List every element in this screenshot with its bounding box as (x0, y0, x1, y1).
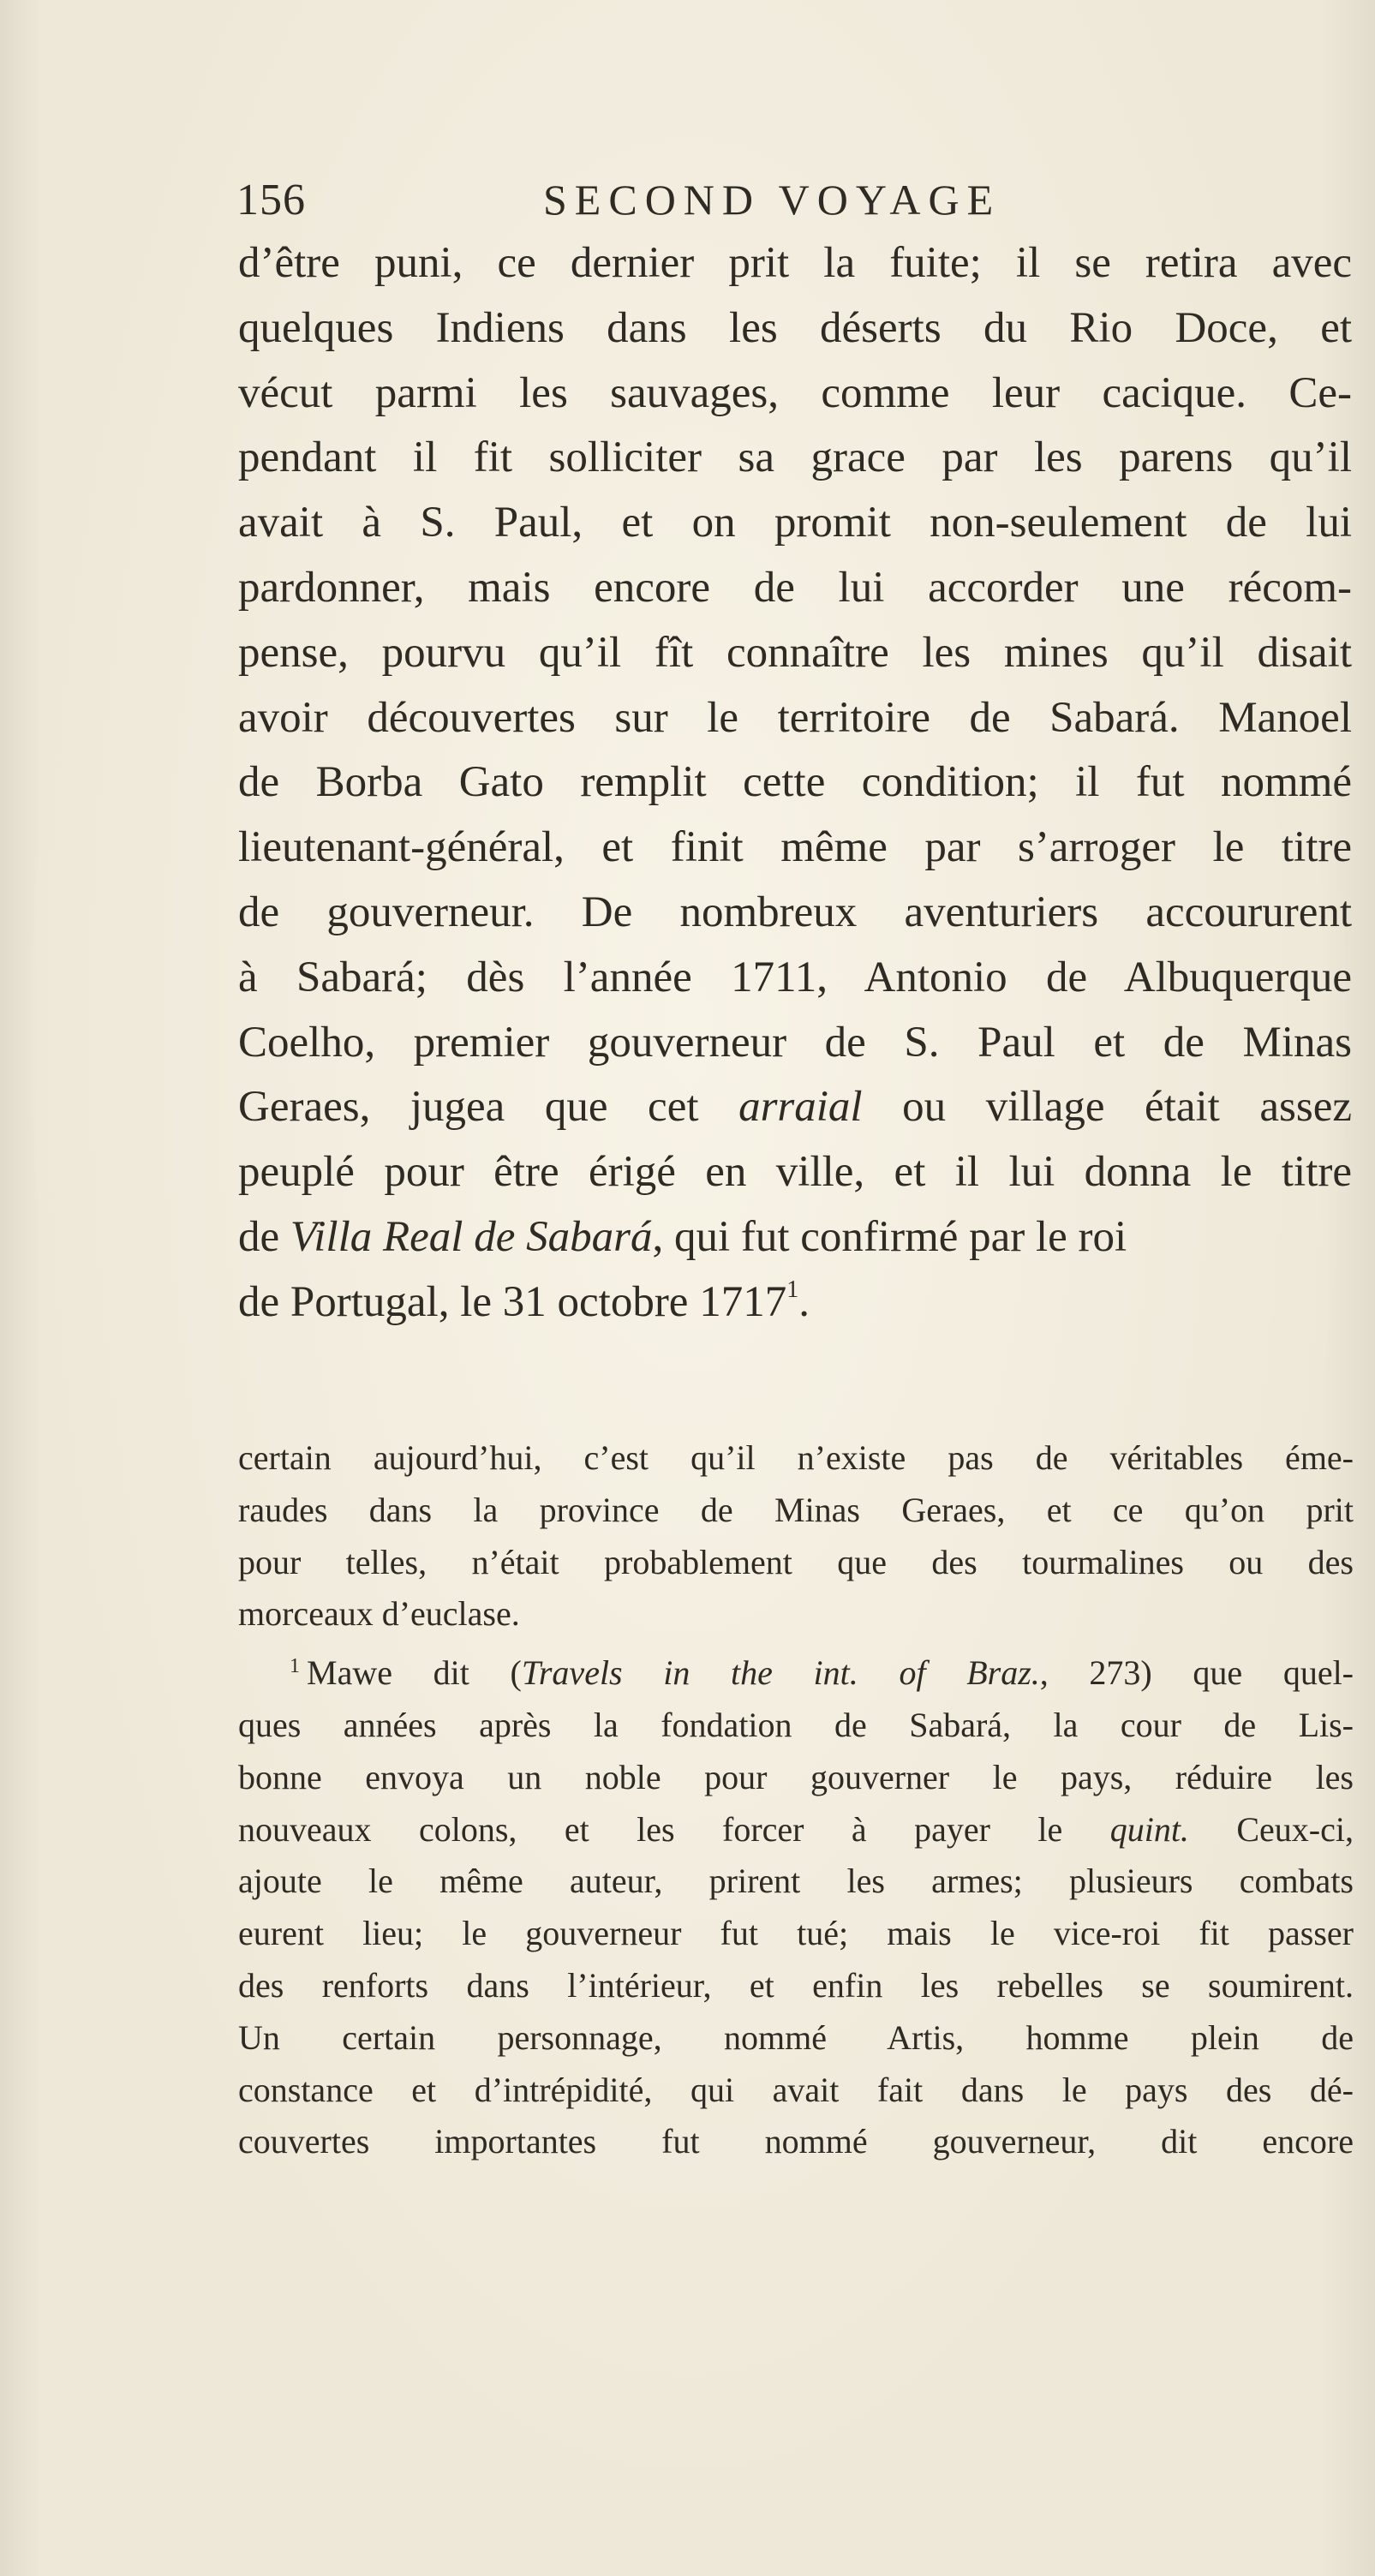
text-line: quelques Indiens dans les déserts du Rio Doce, et (238, 303, 1352, 352)
footnote-line: ques années après la fondation de Sabará, la cour de Lis- (238, 1705, 1354, 1744)
running-title: SECOND VOYAGE (543, 176, 1001, 224)
text-line: lieutenant-général, et finit même par s’arroger le titre (238, 823, 1352, 872)
text-line: d’être puni, ce dernier prit la fuite; il se retira avec (238, 239, 1352, 287)
text-line: avoir découvertes sur le territoire de Sabará. Manoel (238, 693, 1352, 742)
text-segment: Ceux-ci, (1188, 1809, 1354, 1849)
footnote-reference: 1 (786, 1276, 799, 1303)
footnote-line: des renforts dans l’intérieur, et enfin les rebelles se soumirent. (238, 1965, 1354, 2005)
text-line (238, 1205, 1352, 1270)
text-line-last (238, 1270, 1352, 1336)
footnote-line (238, 1647, 1354, 1700)
footnote-line: bonne envoya un noble pour gouverner le pays, réduire les (238, 1757, 1354, 1796)
footnote-line: pour telles, n’était probablement que des tourmalines ou des (238, 1542, 1354, 1581)
footnote-marker: 1 (290, 1655, 300, 1678)
text-segment: , qui fut confirmé par le roi (652, 1212, 1127, 1261)
text-segment: nouveaux colons, et les forcer à payer le (238, 1809, 1110, 1849)
text-line: pendant il fit solliciter sa grace par les parens qu’il (238, 433, 1352, 482)
footnote-line (238, 1804, 1354, 1856)
italic-term: quint. (1109, 1809, 1189, 1849)
text-segment: ou village était assez (862, 1083, 1352, 1132)
running-head (236, 175, 1066, 226)
text-segment: Geraes, jugea que cet (238, 1083, 739, 1132)
text-segment: . (798, 1277, 810, 1326)
footnote-line: Un certain personnage, nommé Artis, homme plein de (238, 2017, 1354, 2057)
text-line: peuplé pour être érigé en ville, et il lui donna le titre (238, 1148, 1352, 1197)
footnote-line: eurent lieu; le gouverneur fut tué; mais le vice-roi fit passer (238, 1914, 1354, 1953)
footnote-line: morceaux d’euclase. (238, 1594, 520, 1634)
italic-citation: Travels in the int. of Braz. (521, 1653, 1040, 1693)
text-line: vécut parmi les sauvages, comme leur cacique. Ce- (238, 368, 1352, 417)
footnote-line: ajoute le même auteur, prirent les armes; plusieurs combats (238, 1862, 1354, 1901)
footnote-line: certain aujourd’hui, c’est qu’il n’existe pas de véritables éme- (238, 1438, 1354, 1477)
text-line: pense, pourvu qu’il fît connaître les mines qu’il disait (238, 628, 1352, 677)
footnote-gap (238, 1641, 1354, 1647)
text-line: pardonner, mais encore de lui accorder une récom- (238, 563, 1352, 612)
footnote-line: raudes dans la province de Minas Geraes, et ce qu’on prit (238, 1490, 1354, 1529)
text-segment: , 273) que quel- (1039, 1653, 1354, 1693)
text-line (238, 1075, 1352, 1140)
italic-place-name: Villa Real de Sabará (290, 1212, 653, 1261)
footnote-line: couvertes importantes fut nommé gouverneur, dit encore (238, 2122, 1354, 2161)
main-text-block (238, 231, 1352, 1336)
text-segment: de (238, 1212, 290, 1261)
text-line: avait à S. Paul, et on promit non-seulement de lui (238, 499, 1352, 547)
text-line: à Sabará; dès l’année 1711, Antonio de Albuquerque (238, 953, 1352, 1001)
italic-term: arraial (738, 1083, 863, 1132)
text-line: de Borba Gato remplit cette condition; il fut nommé (238, 758, 1352, 807)
text-segment: de Portugal, le 31 octobre 1717 (238, 1277, 787, 1326)
page-number: 156 (236, 176, 306, 224)
footnotes-block (238, 1432, 1354, 2168)
text-line: de gouverneur. De nombreux aventuriers accoururent (238, 888, 1352, 936)
footnote-line: constance et d’intrépidité, qui avait fait dans le pays des dé- (238, 2070, 1354, 2109)
text-line: Coelho, premier gouverneur de S. Paul et de Minas (238, 1018, 1352, 1067)
text-segment: Mawe dit ( (307, 1653, 522, 1693)
